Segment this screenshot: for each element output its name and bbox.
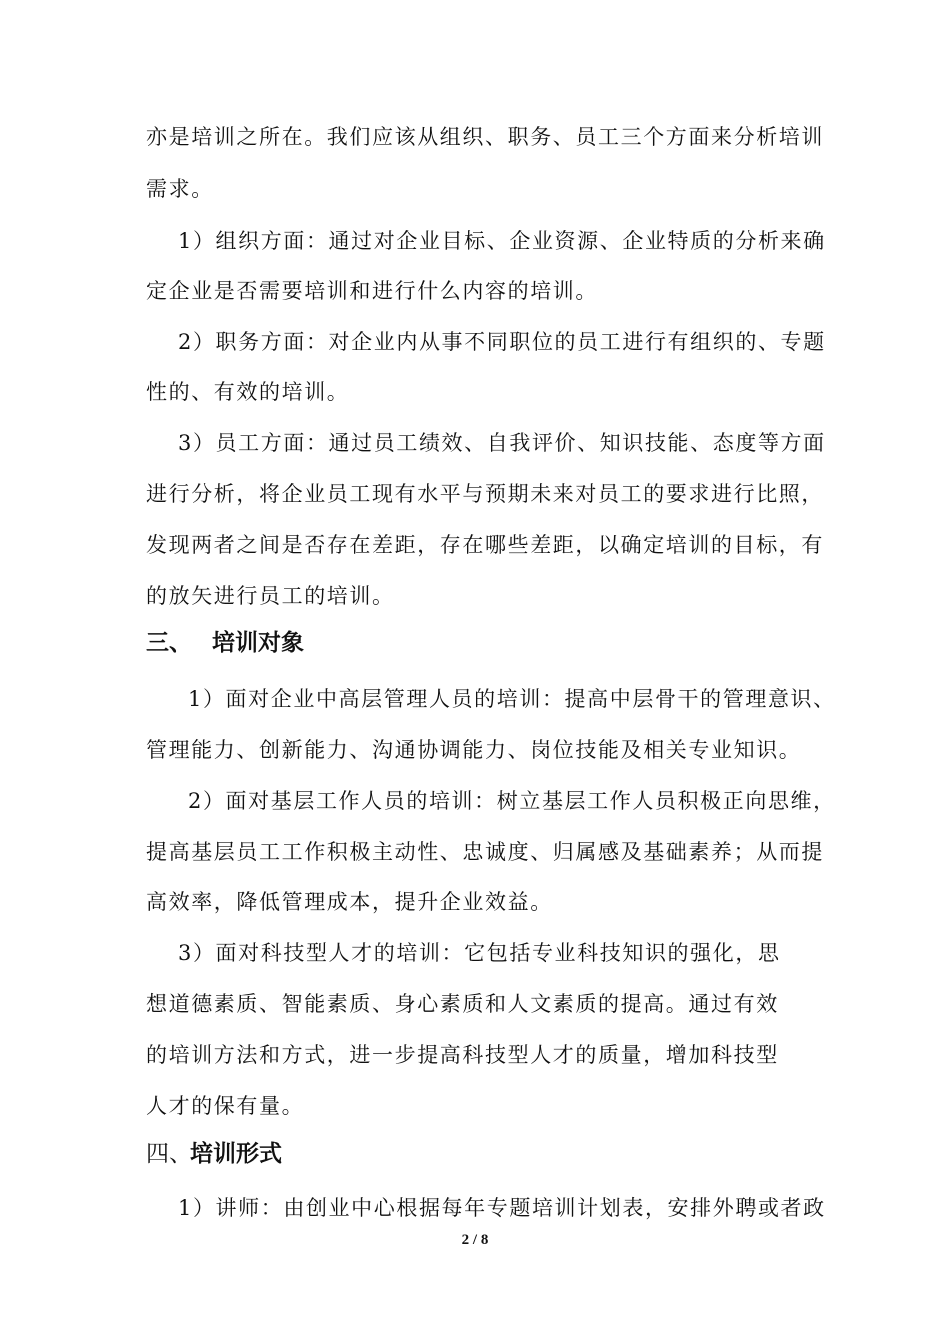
body-line: 1）讲师：由创业中心根据每年专题培训计划表，安排外聘或者政 [178,1196,826,1220]
body-line: 2）职务方面：对企业内从事不同职位的员工进行有组织的、专题 [178,330,826,354]
body-line: 高效率，降低管理成本，提升企业效益。 [146,890,553,914]
heading-number: 三、 [146,630,192,656]
body-line: 1）组织方面：通过对企业目标、企业资源、企业特质的分析来确 [178,229,826,253]
page-number: 2 / 8 [461,1232,489,1248]
body-line: 2）面对基层工作人员的培训：树立基层工作人员积极正向思维， [188,789,836,813]
body-line: 的放矢进行员工的培训。 [146,584,395,608]
body-line: 的培训方法和方式，进一步提高科技型人才的质量，增加科技型 [146,1043,779,1067]
body-line: 管理能力、创新能力、沟通协调能力、岗位技能及相关专业知识。 [146,738,802,762]
body-line: 发现两者之间是否存在差距，存在哪些差距，以确定培训的目标，有 [146,533,824,557]
body-line: 人才的保有量。 [146,1094,305,1118]
body-line: 想道德素质、智能素质、身心素质和人文素质的提高。通过有效 [146,992,779,1016]
body-line: 1）面对企业中高层管理人员的培训：提高中层骨干的管理意识、 [188,687,836,711]
heading-title: 培训对象 [212,630,304,656]
body-line: 3）面对科技型人才的培训：它包括专业科技知识的强化，思 [178,941,781,965]
body-line: 需求。 [146,177,214,201]
body-line: 3）员工方面：通过员工绩效、自我评价、知识技能、态度等方面 [178,431,826,455]
body-line: 提高基层员工工作积极主动性、忠诚度、归属感及基础素养；从而提 [146,840,824,864]
body-line: 定企业是否需要培训和进行什么内容的培训。 [146,279,598,303]
body-line: 进行分析，将企业员工现有水平与预期未来对员工的要求进行比照， [146,482,824,506]
heading-number: 四、 [146,1141,192,1167]
body-line: 性的、有效的培训。 [146,380,350,404]
body-line: 亦是培训之所在。我们应该从组织、职务、员工三个方面来分析培训 [146,125,824,149]
heading-title: 培训形式 [190,1141,282,1167]
